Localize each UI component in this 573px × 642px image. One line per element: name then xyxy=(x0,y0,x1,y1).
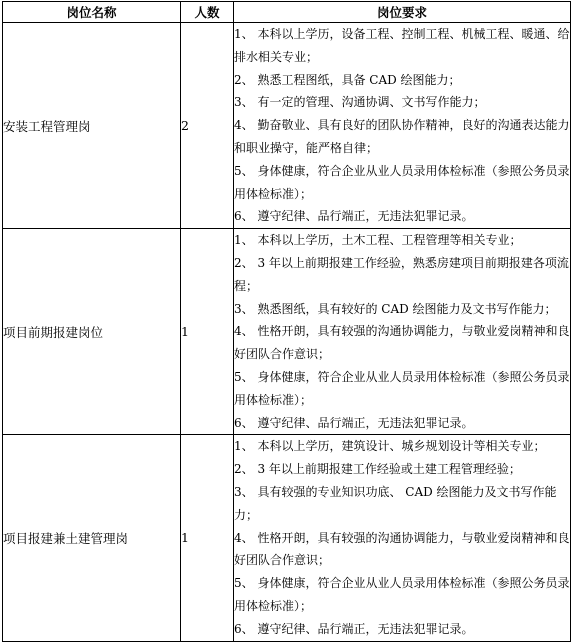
requirements-list xyxy=(234,435,570,640)
requirement-item: 4、 勤奋敬业、具有良好的团队协作精神，良好的沟通表达能力和职业操守，能严格自律； xyxy=(234,118,570,155)
requirement-item: 1、 本科以上学历，土木工程、工程管理等相关专业； xyxy=(234,233,522,248)
requirement-item: 4、 性格开朗，具有较强的沟通协调能力，与敬业爱岗精神和良好团队合作意识； xyxy=(234,530,570,568)
requirement-item: 5、 身体健康，符合企业从业人员录用体检标准（参照公务员录用体检标准）； xyxy=(234,163,570,201)
requirement-item: 1、 本科以上学历，建筑设计、城乡规划设计等相关专业； xyxy=(234,439,546,454)
requirement-item: 6、 遵守纪律、品行端正，无违法犯罪记录。 xyxy=(234,621,474,636)
requirement-item: 1、 本科以上学历，设备工程、控制工程、机械工程、暖通、给排水相关专业； xyxy=(234,27,570,64)
requirements-cell xyxy=(234,435,571,641)
requirement-item: 5、 身体健康，符合企业从业人员录用体检标准（参照公务员录用体检标准）； xyxy=(234,369,570,407)
requirements-list xyxy=(234,229,570,434)
header-row xyxy=(3,2,571,23)
requirement-item: 2、 3 年以上前期报建工作经验或土建工程管理经验； xyxy=(234,462,521,477)
table-row xyxy=(3,435,571,641)
header-requirements: 岗位要求 xyxy=(234,2,571,23)
requirement-item: 3、 具有较强的专业知识功底、 CAD 绘图能力及文书写作能力； xyxy=(234,484,557,522)
requirement-item: 3、 熟悉图纸，具有较好的 CAD 绘图能力及文书写作能力； xyxy=(234,301,557,316)
requirement-item: 6、 遵守纪律、品行端正，无违法犯罪记录。 xyxy=(234,415,474,430)
requirements-cell xyxy=(234,23,571,229)
headcount: 1 xyxy=(181,229,234,435)
position-name: 项目前期报建岗位 xyxy=(3,229,181,435)
position-name: 安装工程管理岗 xyxy=(3,23,181,229)
requirement-item: 3、 有一定的管理、沟通协调、文书写作能力； xyxy=(234,95,486,110)
requirements-list xyxy=(234,23,570,228)
requirement-item: 2、 3 年以上前期报建工作经验，熟悉房建项目前期报建各项流程； xyxy=(234,255,569,293)
requirement-item: 5、 身体健康，符合企业从业人员录用体检标准（参照公务员录用体检标准）； xyxy=(234,576,570,613)
table-row xyxy=(3,229,571,435)
headcount: 2 xyxy=(181,23,234,229)
position-name: 项目报建兼土建管理岗 xyxy=(3,435,181,641)
requirement-item: 2、 熟悉工程图纸，具备 CAD 绘图能力； xyxy=(234,72,461,87)
requirement-item: 4、 性格开朗，具有较强的沟通协调能力，与敬业爱岗精神和良好团队合作意识； xyxy=(234,324,570,362)
requirement-item: 6、 遵守纪律、品行端正，无违法犯罪记录。 xyxy=(234,209,474,224)
header-headcount: 人数 xyxy=(181,2,234,23)
table-row xyxy=(3,23,571,229)
headcount: 1 xyxy=(181,435,234,641)
job-requirements-table xyxy=(2,1,571,642)
requirements-cell xyxy=(234,229,571,435)
header-position-name: 岗位名称 xyxy=(3,2,181,23)
